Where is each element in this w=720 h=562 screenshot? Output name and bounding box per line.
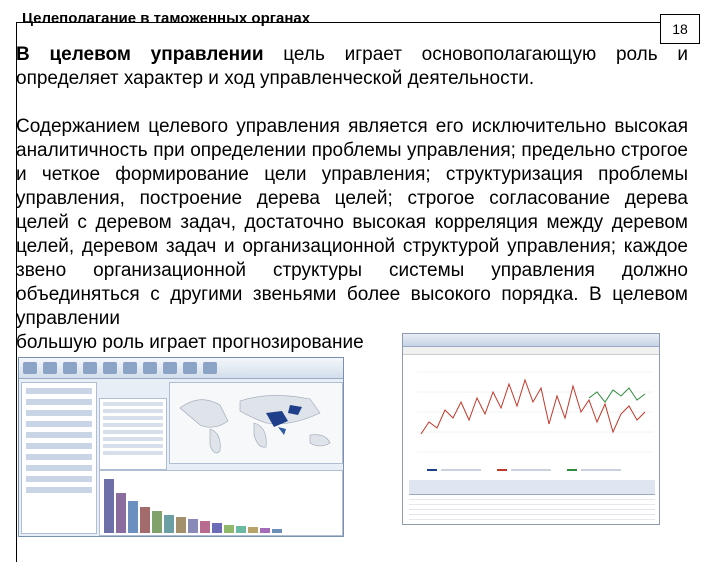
intro-paragraph — [16, 43, 688, 91]
app-ribbon — [19, 358, 343, 379]
report-table — [409, 480, 655, 522]
bar-chart-icon — [99, 470, 343, 536]
line-chart-icon — [417, 362, 653, 460]
intro-bold-lead: В целевом управлении — [16, 44, 264, 65]
data-grid — [99, 398, 167, 470]
table-header — [409, 480, 655, 495]
analytics-app-screenshot — [18, 357, 344, 537]
world-map-icon — [169, 382, 343, 464]
content-last-line: большую роль играет прогнозирование — [16, 332, 364, 353]
content-body: Содержанием целевого управления является его исключительно высокая аналитичность при определении проблемы управления; предельно строгое и четкое формирование цели управления; структуризация проблемы управления, построение дерева целей; строгое согласование дерева целей с деревом задач, достаточно высокая корреляция между деревом целей, деревом задач и организационной структурой управления; каждое звено организационной структуры системы управления должно объединяться с другими звеньями более высокого порядка. В целевом управлении — [16, 116, 688, 329]
navigation-panel — [21, 382, 97, 534]
chart-legend — [423, 466, 653, 474]
page-number: 18 — [660, 14, 700, 44]
slide-title: Целеполагание в таможенных органах — [22, 10, 311, 27]
table-row — [409, 515, 655, 520]
content-paragraph — [16, 115, 688, 355]
report-chart-screenshot — [402, 333, 660, 525]
report-titlebar — [403, 334, 659, 347]
intro-rest: цель играет основополагающую роль и определяет характер и ход управленческой деятельности. — [16, 44, 688, 89]
report-menubar — [403, 347, 659, 355]
